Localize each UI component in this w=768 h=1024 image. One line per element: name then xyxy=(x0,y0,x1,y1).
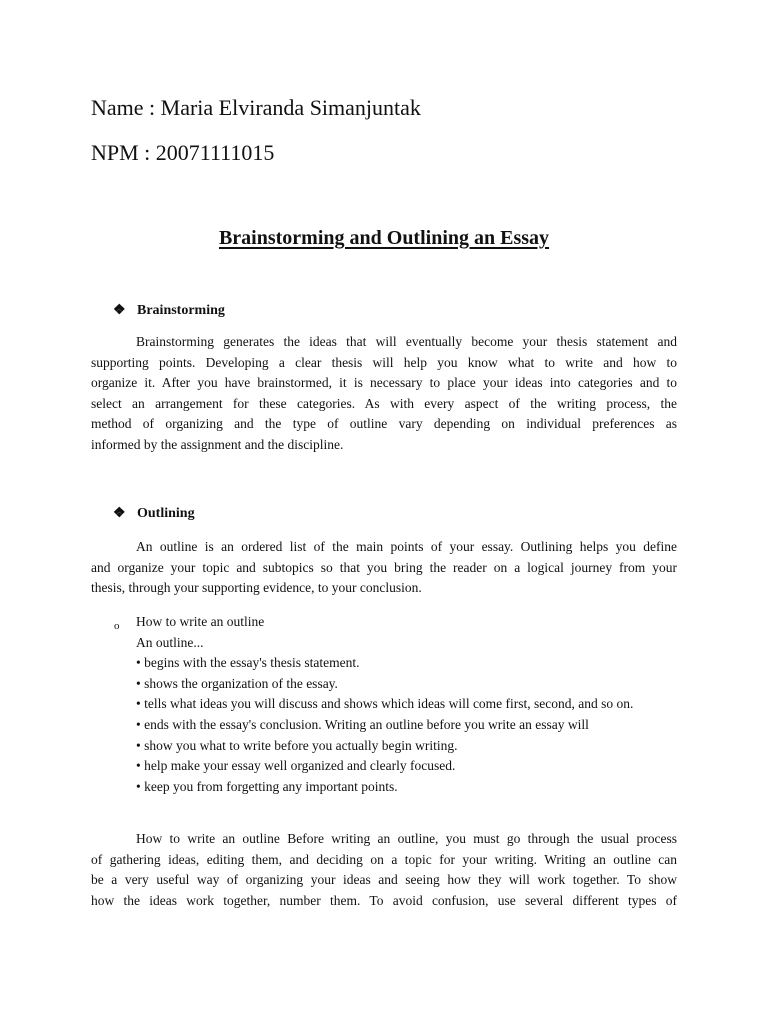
student-npm: NPM : 20071111015 xyxy=(91,140,275,165)
list-item: • help make your essay well organized and clearly focused. xyxy=(136,758,456,774)
outlining-paragraph xyxy=(91,537,677,599)
paragraph-line: How to write an outline Before writing an outline, you must go through the usual process xyxy=(136,831,677,846)
heading-label: Brainstorming xyxy=(137,303,225,318)
outline-list xyxy=(136,612,677,797)
diamond-bullet-icon: ❖ xyxy=(113,506,126,521)
list-item: • shows the organization of the essay. xyxy=(136,675,338,691)
list-item: • ends with the essay's conclusion. Writing an outline before you write an essay will xyxy=(136,716,589,732)
paragraph-line: be a very useful way of organizing your ideas and seeing how they will work together. To show xyxy=(91,872,677,888)
brainstorming-paragraph xyxy=(91,332,677,456)
section-heading-brainstorming xyxy=(113,302,225,320)
closing-paragraph xyxy=(91,829,677,911)
paragraph-line: of gathering ideas, editing them, and deciding on a topic for your writing. Writing an outline can xyxy=(91,851,677,867)
paragraph-line: and organize your topic and subtopics so that you bring the reader on a logical journey from your xyxy=(91,559,677,575)
paragraph-line: method of organizing and the type of outline vary depending on individual preferences as xyxy=(91,416,677,432)
paragraph-line: select an arrangement for these categories. As with every aspect of the writing process, the xyxy=(91,395,677,411)
paragraph-line: informed by the assignment and the discipline. xyxy=(91,436,344,452)
list-item: • begins with the essay's thesis statement. xyxy=(136,655,360,671)
paragraph-line: thesis, through your supporting evidence, to your conclusion. xyxy=(91,580,422,596)
list-item: How to write an outline xyxy=(136,614,265,629)
list-item: An outline... xyxy=(136,634,204,650)
section-heading-outlining xyxy=(113,505,195,523)
paragraph-line: organize it. After you have brainstormed, it is necessary to place your ideas into categories and to xyxy=(91,375,677,391)
list-item: • show you what to write before you actually begin writing. xyxy=(136,737,458,753)
circle-bullet-icon: o xyxy=(114,620,120,632)
list-item: • keep you from forgetting any important points. xyxy=(136,778,398,794)
paragraph-line: how the ideas work together, number them. To avoid confusion, use several different types of xyxy=(91,892,677,908)
document-title: Brainstorming and Outlining an Essay xyxy=(218,227,550,249)
student-name: Name : Maria Elviranda Simanjuntak xyxy=(91,95,421,120)
diamond-bullet-icon: ❖ xyxy=(113,303,126,318)
heading-label: Outlining xyxy=(137,506,195,521)
paragraph-line: An outline is an ordered list of the main points of your essay. Outlining helps you define xyxy=(136,539,677,554)
paragraph-line: Brainstorming generates the ideas that will eventually become your thesis statement and xyxy=(136,334,677,349)
paragraph-line: supporting points. Developing a clear thesis will help you know what to write and how to xyxy=(91,354,677,370)
list-item: • tells what ideas you will discuss and shows which ideas will come first, second, and so on. xyxy=(136,696,634,712)
